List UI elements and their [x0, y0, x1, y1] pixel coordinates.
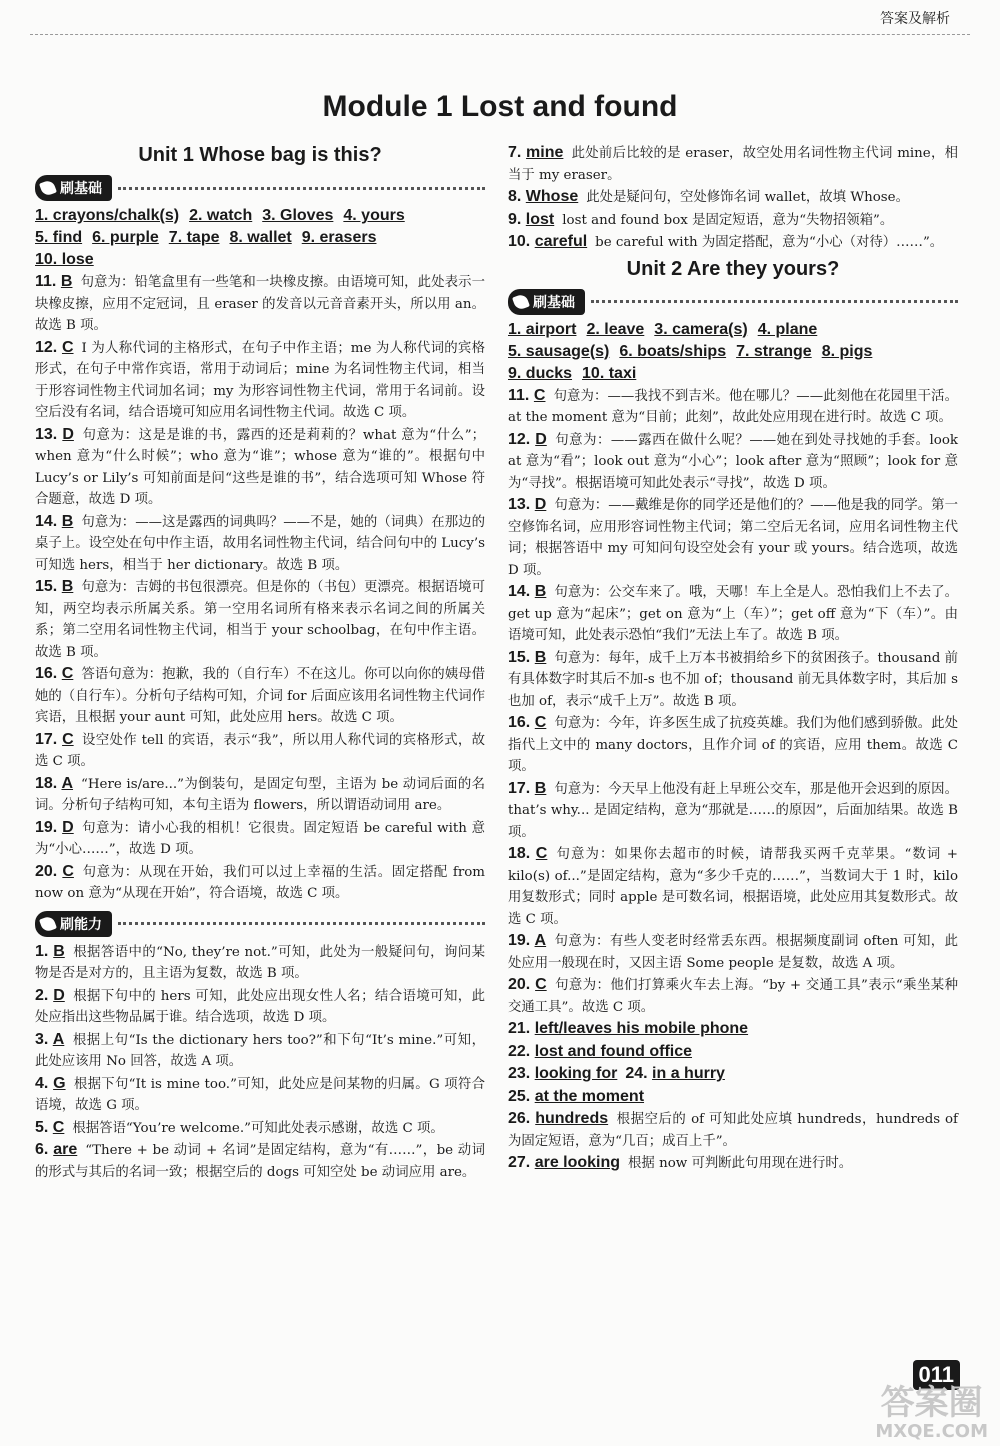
item-number: 17.	[35, 730, 63, 748]
item-number: 11.	[508, 386, 534, 404]
answer-key: careful	[534, 233, 588, 250]
item-number: 18.	[35, 774, 62, 792]
explanation-text: 句意为：从现在开始，我们可以过上幸福的生活。固定搭配 from now on 意为“从现在开始”，符合语境，故选 C 项。	[35, 864, 486, 901]
explanation-item	[35, 941, 485, 985]
explanation-item	[508, 581, 958, 647]
explanation-text: 根据 now 可判断此句用现在进行时。	[628, 1156, 853, 1171]
answer-item: 6. boats/ships	[619, 342, 727, 360]
explanation-item	[35, 985, 485, 1029]
item-number: 3.	[35, 1030, 53, 1048]
answer-key: C	[61, 338, 74, 356]
unit2-title: Unit 2 Are they yours?	[626, 257, 840, 280]
answer-row	[508, 341, 958, 363]
item-number: 19.	[508, 932, 535, 949]
explanation-text: 此处是疑问句，空处修饰名词 wallet，故填 Whose。	[586, 190, 909, 205]
answer-key: C	[535, 845, 548, 862]
explanation-item	[35, 861, 485, 905]
item-number: 11.	[35, 273, 61, 290]
item-number: 15.	[35, 578, 62, 595]
explanation-item	[508, 186, 958, 209]
answer-item: 5. sausage(s)	[508, 342, 610, 360]
explanation-text: 句意为：这是是谁的书，露西的还是莉莉的？what 意为“什么”；when 意为“什么时候”；who 意为“谁”；whose 意为“谁的”。根据句中 Lucy’s or Lily’s 可知前面是问“这些是谁的书”，结合选项可知 Whose 符合题意，故选 D 项。	[35, 427, 486, 507]
explanation-text: 句意为：请小心我的相机！它很贵。固定短语 be careful with 意为“小心……”，故选 D 项。	[35, 820, 485, 857]
answer-item: 1. airport	[508, 320, 577, 338]
answer-key: hundreds	[535, 1110, 609, 1127]
item-number: 14.	[35, 512, 62, 530]
item-number: 4.	[35, 1074, 54, 1092]
answer-key: B	[53, 942, 65, 960]
explanation-item	[508, 231, 958, 254]
item-number: 17.	[508, 779, 535, 797]
item-number: 20.	[508, 976, 536, 993]
item-number: 9.	[508, 210, 526, 228]
item-number: 7.	[508, 144, 527, 161]
ability-list	[35, 941, 485, 1184]
answer-item: 9. erasers	[301, 229, 377, 246]
answer-key: D	[53, 986, 65, 1004]
explanation-item	[35, 576, 485, 663]
explanation-text: 句意为：——戴维是你的同学还是他们的？——他是我的同学。第一空修饰名词，应用形容词性物主代词；第二空后无名词，应用名词性物主代词；根据答语中 my 可知问句设空处会有 your 或 yours。结合选项，故选 D 项。	[508, 498, 959, 578]
item-number: 6.	[35, 1141, 54, 1158]
explanation-item	[508, 142, 958, 186]
explanation-text: 设空处作 tell 的宾语，表示“我”，所以用人称代词的宾格形式，故选 C 项。	[35, 732, 485, 769]
answer-key: left/leaves his mobile phone	[534, 1020, 749, 1037]
answer-item: 7. tape	[168, 229, 220, 246]
item-number: 26.	[508, 1110, 536, 1127]
brush-icon	[39, 179, 57, 197]
answer-key: at the moment	[534, 1087, 645, 1105]
brush-icon	[39, 915, 57, 933]
explanation-item	[508, 1041, 958, 1064]
explanation-text: 句意为：——这是露西的词典吗？——不是，她的（词典）在那边的桌子上。设空处在句中作主语，故用名词性物主代词，结合问句中的 Lucy’s 可知选 hers，相当于 her dictionary。故选 B 项。	[35, 514, 486, 573]
item-number: 16.	[35, 665, 62, 682]
item-number: 10.	[508, 233, 535, 250]
explanation-text: 此处前后比较的是 eraser，故空处用名词性物主代词 mine，相当于 my eraser。	[508, 146, 959, 183]
explanation-text: 句意为：吉姆的书包很漂亮。但是你的（书包）更漂亮。根据语境可知，两空均表示所属关系。第一空用名词所有格来表示名词之间的所属关系；第二空用名词性物主代词，相当于 your schoolbag，在句中作主语。故选 B 项。	[35, 580, 486, 660]
answer-key: C	[534, 714, 547, 731]
unit1-title: Unit 1 Whose bag is this?	[138, 144, 382, 166]
item-number: 2.	[35, 986, 54, 1004]
answer-item: 3. camera(s)	[654, 320, 748, 338]
explanations-list	[35, 271, 485, 905]
answer-key: C	[61, 665, 74, 682]
answer-item: 8. wallet	[229, 229, 292, 246]
basics-answers	[35, 205, 485, 271]
explanation-item	[35, 773, 485, 817]
answer-key: are	[53, 1141, 78, 1158]
dotted-rule	[118, 187, 485, 190]
explanation-item	[508, 778, 958, 844]
answer-key: B	[61, 578, 74, 595]
explanation-text: lost and found box 是固定短语，意为“失物招领箱”。	[562, 212, 894, 228]
explanation-item	[508, 494, 958, 581]
answer-item: 1. crayons/chalk(s)	[35, 207, 180, 224]
explanation-text: I 为人称代词的主格形式，在句子中作主语；me 为人称代词的宾格形式，在句子中常作宾语，常用于动词后；mine 为名词性物主代词，相当于形容词性物主代词加名词；my 为形容词性物主代词，常用于名词前。设空后没有名词，结合语境可知应用名词性物主代词。故选 C 项。	[35, 340, 485, 420]
answer-item: 4. yours	[343, 207, 405, 224]
answer-key: C	[535, 976, 547, 993]
explanation-item	[508, 712, 958, 778]
answer-key: mine	[526, 144, 564, 161]
dotted-rule	[118, 922, 485, 925]
explanation-text: 根据答语“You’re welcome.”可知此处表示感谢，故选 C 项。	[72, 1120, 444, 1136]
left-column	[35, 140, 485, 1183]
explanation-text: 句意为：他们打算乘火车去上海。“by + 交通工具”表示“乘坐某种交通工具”。故选 C 项。	[508, 978, 959, 1015]
header-tag: 答案及解析	[880, 11, 950, 27]
item-number: 25.	[508, 1087, 535, 1105]
explanation-item	[508, 385, 958, 429]
explanation-item	[35, 1139, 485, 1183]
explanation-item	[508, 1063, 958, 1086]
explanation-item	[35, 271, 485, 337]
answer-key: D	[535, 430, 547, 448]
explanations-list	[508, 142, 958, 254]
explanation-text: 根据下句“It is mine too.”可知，此处应是问某物的归属。G 项符合语境，故选 G 项。	[35, 1076, 486, 1113]
answer-row	[35, 227, 485, 249]
explanation-text: 根据上句“Is the dictionary hers too?”和下句“It’s mine.”可知，此处应该用 No 回答，故选 A 项。	[35, 1032, 485, 1069]
answer-item: 8. pigs	[821, 342, 873, 360]
item-number: 15.	[508, 648, 535, 666]
item-number: 21.	[508, 1020, 535, 1037]
fill-in-list	[508, 1018, 958, 1175]
item-number: 24.	[625, 1065, 653, 1082]
item-number: 12.	[508, 430, 536, 448]
answer-item: 2. leave	[586, 320, 645, 338]
answer-key: Whose	[525, 188, 579, 205]
answer-key: A	[52, 1030, 65, 1048]
section-ability	[35, 911, 485, 937]
answer-key: A	[534, 932, 547, 949]
item-number: 8.	[508, 188, 526, 205]
answer-row	[508, 363, 958, 385]
explanation-item	[508, 209, 958, 232]
answer-key: B	[61, 512, 74, 530]
item-number: 14.	[508, 583, 535, 600]
answer-item: 10. taxi	[582, 364, 637, 382]
section-badge: 刷能力	[35, 911, 112, 937]
item-number: 19.	[35, 818, 63, 836]
answer-key: C	[52, 1118, 65, 1136]
explanation-text: “There + be 动词 + 名词”是固定结构，意为“有……”，be 动词的形式与其后的名词一致；根据空后的 dogs 可知空处 be 动词应用 are。	[35, 1143, 485, 1180]
answer-item: 7. strange	[736, 342, 812, 360]
explanation-text: 句意为：今年，许多医生成了抗疫英雄。我们为他们感到骄傲。此处指代上文中的 many doctors，且作介词 of 的宾语，应用 them。故选 C 项。	[508, 716, 959, 774]
explanation-text: 根据下句中的 hers 可知，此处应出现女性人名；结合语境可知，此处应指出这些物品属于谁。结合选项，故选 D 项。	[35, 988, 485, 1025]
explanation-item	[35, 663, 485, 729]
item-number: 27.	[508, 1154, 535, 1171]
explanation-item	[508, 843, 958, 930]
section-badge: 刷基础	[508, 289, 585, 315]
explanation-item	[35, 817, 485, 861]
answer-key: G	[53, 1074, 66, 1092]
explanation-text: be careful with 为固定搭配，意为“小心（对待）……”。	[595, 235, 944, 250]
answer-key: B	[534, 583, 547, 600]
item-number: 16.	[508, 714, 535, 731]
explanation-item	[508, 974, 958, 1018]
section-basics-1	[35, 175, 485, 201]
section-basics-2	[508, 289, 958, 315]
header-divider	[30, 34, 970, 35]
watermark: 答案圈 MXQE.COM	[875, 1383, 988, 1442]
explanation-text: 句意为：铅笔盒里有一些笔和一块橡皮擦。由语境可知，此处表示一块橡皮擦，应用不定冠词，且 eraser 的发音以元音音素开头，所以用 an。故选 B 项。	[35, 275, 485, 333]
explanation-text: “Here is/are...”为倒装句，是固定句型，主语为 be 动词后面的名词。分析句子结构可知，本句主语为 flowers，所以谓语动词用 are。	[35, 776, 485, 813]
explanation-item	[508, 1152, 958, 1175]
explanation-item	[35, 337, 485, 424]
item-number: 13.	[35, 425, 63, 443]
item-number: 1.	[35, 942, 54, 960]
explanation-text: 句意为：如果你去超市的时候，请帮我买两千克苹果。“数词 + kilo(s) of...”是固定结构，意为“多少千克的……”，当数词大于 1 时，kilo 用复数形式；同时 apple 是可数名词，根据语境，此处应用其复数形式。故选 C 项。	[508, 847, 958, 927]
answer-key: C	[533, 386, 546, 404]
explanation-text: 根据答语中的“No, they’re not.”可知，此处为一般疑问句，询问某物是否是对方的，且主语为复数，故选 B 项。	[35, 944, 486, 981]
answer-key: A	[61, 774, 74, 792]
explanation-text: 句意为：每年，成千上万本书被捐给乡下的贫困孩子。thousand 前有具体数字时其后不加-s 也不加 of；thousand 前无具体数字时，其后加 s 也加 of，表示“成千上万”。故选 B 项。	[508, 650, 959, 709]
answer-key: C	[62, 862, 74, 880]
answer-key: lost and found office	[534, 1042, 693, 1060]
explanation-item	[35, 1029, 485, 1073]
answer-key: B	[60, 273, 73, 290]
basics-answers	[508, 319, 958, 385]
item-number: 23.	[508, 1065, 535, 1082]
item-number: 22.	[508, 1042, 535, 1060]
explanation-text: 根据空后的 of 可知此处应填 hundreds，hundreds of 为固定短语，意为“几百；成百上千”。	[508, 1112, 958, 1149]
explanation-item	[508, 1018, 958, 1041]
item-number: 20.	[35, 862, 63, 880]
answer-key: D	[534, 496, 547, 513]
answer-item: 4. plane	[757, 320, 818, 338]
explanation-item	[35, 424, 485, 511]
answer-key: D	[62, 425, 74, 443]
explanation-text: 句意为：——我找不到吉米。他在哪儿？——此刻他在花园里干活。at the moment 意为“目前；此刻”，故此处应用现在进行时。故选 C 项。	[508, 388, 958, 425]
explanation-item	[508, 1086, 958, 1109]
answer-key: B	[534, 648, 547, 666]
answer-item: 3. Gloves	[262, 207, 334, 224]
explanation-item	[35, 1117, 485, 1140]
item-number: 18.	[508, 845, 536, 862]
answer-item: 5. find	[35, 229, 83, 246]
item-number: 13.	[508, 496, 535, 513]
page-number: 011	[913, 1360, 961, 1390]
explanation-text: 句意为：今天早上他没有赶上早班公交车，那是他开会迟到的原因。that’s why... 是固定结构，意为“那就是……的原因”，后面加结果。故选 B 项。	[508, 781, 959, 840]
explanation-item	[35, 1073, 485, 1117]
explanation-item	[35, 511, 485, 577]
item-number: 12.	[35, 338, 62, 356]
explanation-text: 句意为：公交车来了。哦，天哪！车上全是人。恐怕我们上不去了。get up 意为“起床”；get on 意为“上（车）”；get off 意为“下（车）”。由语境可知，此处表示恐怕“我们”无法上车了。故选 B 项。	[508, 585, 959, 643]
answer-key: looking for	[534, 1065, 618, 1082]
explanations-list	[508, 385, 958, 1019]
item-number: 5.	[35, 1118, 53, 1136]
answer-item: 6. purple	[92, 229, 159, 246]
explanation-text: 句意为：有些人变老时经常丢东西。根据频度副词 often 可知，此处应用一般现在时，又因主语 Some people 是复数，故选 A 项。	[508, 934, 959, 971]
explanation-text: 句意为：——露西在做什么呢？——她在到处寻找她的手套。look at 意为“看”；look out 意为“小心”；look after 意为“照顾”；look for 意为“寻找”。根据语境可知此处表示“寻找”，故选 D 项。	[508, 432, 958, 491]
module-title: Module 1 Lost and found	[322, 90, 678, 123]
explanation-item	[508, 930, 958, 974]
explanation-text: 答语句意为：抱歉，我的（自行车）不在这儿。你可以向你的姨母借她的（自行车）。分析句子结构可知，介词 for 后面应该用名词性物主代词作宾语，且根据 your aunt 可知，此处应用 hers。故选 C 项。	[35, 667, 486, 725]
explanation-item	[508, 1108, 958, 1152]
answer-key: D	[62, 818, 74, 836]
answer-key: C	[62, 730, 74, 748]
answer-item: 10. lose	[35, 251, 94, 268]
right-column	[508, 142, 958, 1175]
section-badge: 刷基础	[35, 175, 112, 201]
answer-key: in a hurry	[652, 1065, 725, 1082]
dotted-rule	[591, 300, 958, 303]
explanation-item	[35, 729, 485, 773]
answer-key: B	[534, 779, 547, 797]
brush-icon	[512, 293, 530, 311]
explanation-item	[508, 647, 958, 713]
answer-item: 2. watch	[189, 207, 253, 224]
answer-key: are looking	[534, 1154, 621, 1171]
explanation-item	[508, 429, 958, 495]
answer-row	[35, 249, 485, 271]
answer-row	[508, 319, 958, 341]
answer-item: 9. ducks	[508, 364, 573, 382]
answer-row	[35, 205, 485, 227]
answer-key: lost	[525, 210, 555, 228]
